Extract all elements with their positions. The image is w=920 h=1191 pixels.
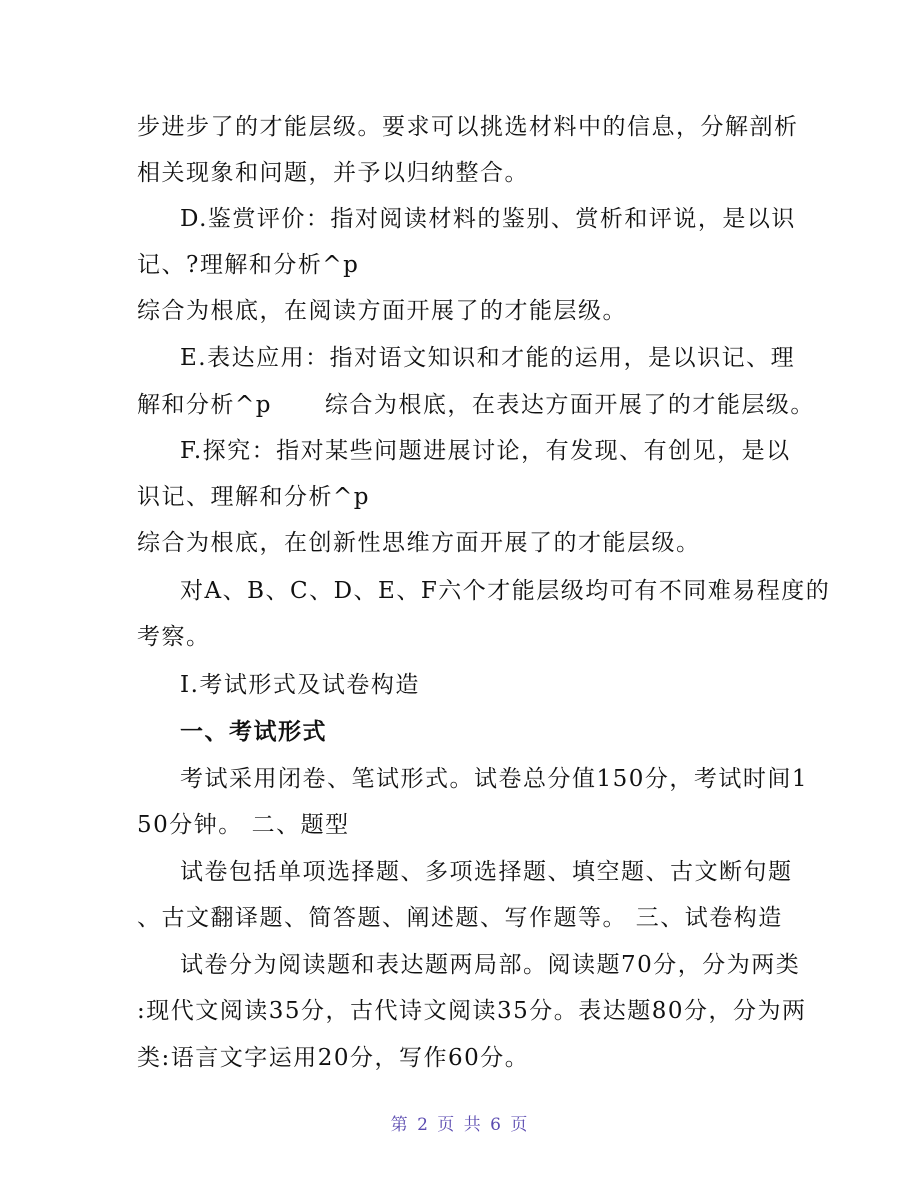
subsection-heading: 一、考试形式 (180, 719, 327, 745)
body-line: F.探究：指对某些问题进展讨论，有发现、有创见，是以 (180, 438, 791, 464)
body-line: 类:语言文字运用20分，写作60分。 (137, 1045, 530, 1071)
body-line: 试卷分为阅读题和表达题两局部。阅读题70分，分为两类 (180, 952, 801, 978)
section-heading: Ⅰ.考试形式及试卷构造 (180, 672, 420, 698)
body-line: 试卷包括单项选择题、多项选择题、填空题、古文断句题 (180, 859, 793, 885)
body-line: 综合为根底，在创新性思维方面开展了的才能层级。 (137, 530, 701, 556)
body-line: 记、?理解和分析^p (137, 252, 360, 278)
body-line: 相关现象和问题，并予以归纳整合。 (137, 160, 529, 186)
body-line: 综合为根底，在阅读方面开展了的才能层级。 (137, 298, 627, 324)
body-line: :现代文阅读35分，古代诗文阅读35分。表达题80分，分为两 (137, 998, 807, 1024)
page-number-footer: 第 2 页 共 6 页 (390, 1115, 530, 1135)
body-line: D.鉴赏评价：指对阅读材料的鉴别、赏析和评说，是以识 (180, 206, 796, 232)
body-line: 识记、理解和分析^p (137, 484, 370, 510)
body-line: 步进步了的才能层级。要求可以挑选材料中的信息，分解剖析 (137, 114, 799, 140)
body-line: 解和分析^p 综合为根底，在表达方面开展了的才能层级。 (137, 392, 815, 418)
body-line: 考察。 (137, 624, 211, 650)
body-line: E.表达应用：指对语文知识和才能的运用，是以识记、理 (180, 345, 796, 371)
body-line: 、古文翻译题、简答题、阐述题、写作题等。 三、试卷构造 (137, 905, 783, 931)
body-line: 考试采用闭卷、笔试形式。试卷总分值150分，考试时间1 (180, 766, 809, 792)
body-line: 对A、B、C、D、E、F六个才能层级均可有不同难易程度的 (180, 578, 831, 604)
body-line: 50分钟。 二、题型 (137, 812, 350, 838)
